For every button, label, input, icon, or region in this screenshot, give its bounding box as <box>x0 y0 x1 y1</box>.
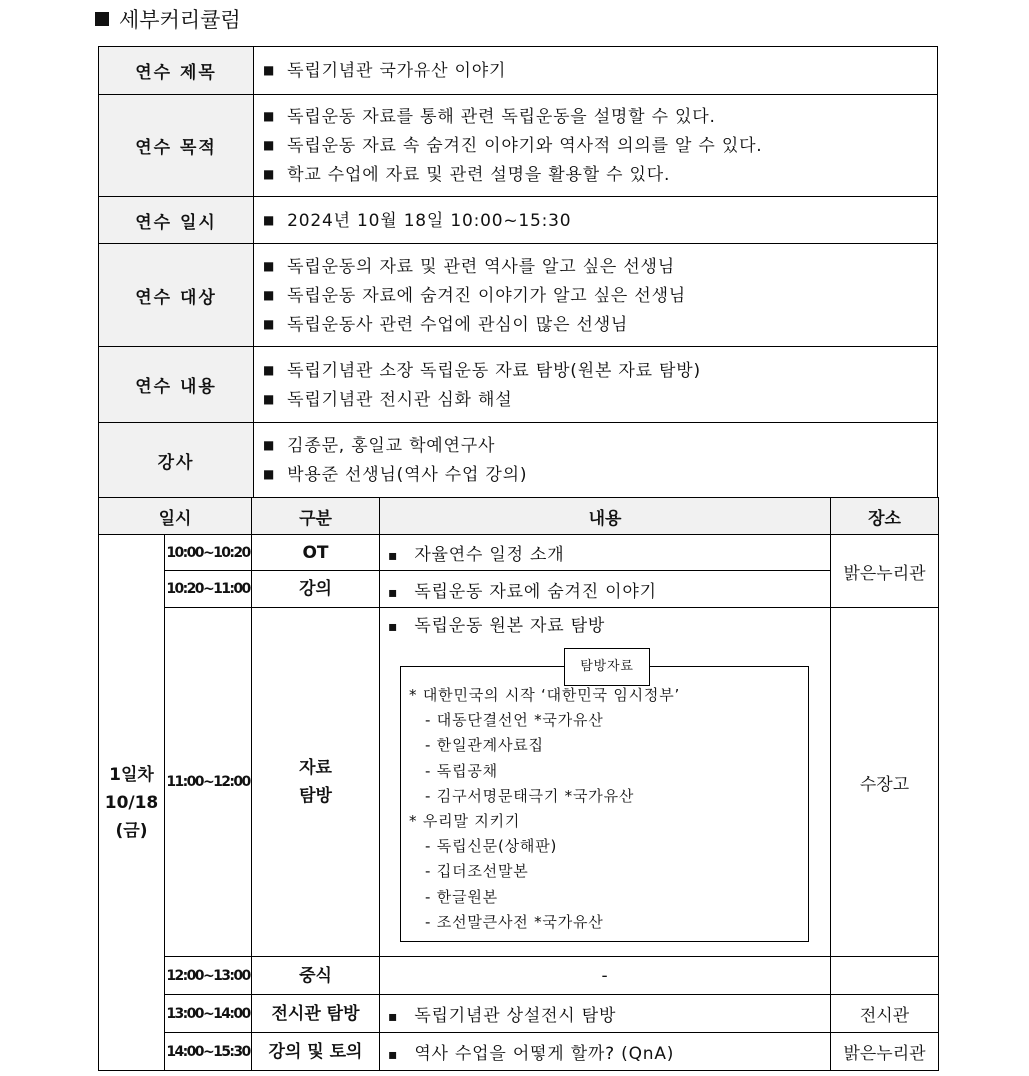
time-cell: 11:00~12:00 <box>165 608 252 957</box>
row-value-content <box>254 347 938 423</box>
schedule-table <box>98 497 939 1071</box>
table-row <box>99 95 938 197</box>
section-title: 세부커리큘럼 <box>119 8 241 32</box>
category-cell: 강의 및 토의 <box>252 1033 380 1071</box>
place-cell: 수장고 <box>831 608 939 957</box>
table-row <box>99 423 938 498</box>
table-row <box>99 957 939 995</box>
content-cell <box>380 535 831 571</box>
materials-item: - 독립공채 <box>425 761 498 780</box>
table-row <box>99 608 939 957</box>
row-label-title: 연수 제목 <box>99 47 254 95</box>
day-cell <box>99 535 165 1071</box>
table-row <box>99 535 939 571</box>
materials-item: - 깁더조선말본 <box>425 862 529 881</box>
row-value-instructor <box>254 423 938 498</box>
row-value-datetime <box>254 197 938 244</box>
list-item: ■ 독립운동사 관련 수업에 관심이 많은 선생님 <box>263 310 937 339</box>
table-row <box>99 244 938 347</box>
content-cell <box>380 995 831 1033</box>
table-row <box>99 571 939 608</box>
list-item: ■ 독립기념관 소장 독립운동 자료 탐방(원본 자료 탐방) <box>263 356 937 385</box>
category-cell: 전시관 탐방 <box>252 995 380 1033</box>
content-text: ▪ 독립기념관 상설전시 탐방 <box>388 1006 616 1026</box>
row-value-purpose <box>254 95 938 197</box>
materials-heading: * 대한민국의 시작 ‘대한민국 임시정부’ <box>409 686 681 704</box>
time-cell: 12:00~13:00 <box>165 957 252 995</box>
materials-item: - 한글원본 <box>425 887 498 906</box>
category-cell: 중식 <box>252 957 380 995</box>
materials-tag: 탐방자료 <box>564 648 650 686</box>
schedule-header-row <box>99 498 939 535</box>
row-label-instructor: 강사 <box>99 423 254 498</box>
row-label-datetime: 연수 일시 <box>99 197 254 244</box>
list-item: ■ 독립운동 자료에 숨겨진 이야기가 알고 싶은 선생님 <box>263 281 937 310</box>
category-line: 탐방 <box>299 786 332 807</box>
list-item: ■ 독립기념관 전시관 심화 해설 <box>263 385 937 414</box>
header-category: 구분 <box>252 498 380 535</box>
list-item: ■ 독립운동 자료를 통해 관련 독립운동을 설명할 수 있다. <box>263 102 937 131</box>
materials-item: - 독립신문(상해판) <box>425 837 558 856</box>
table-row <box>99 47 938 95</box>
materials-box <box>400 659 809 942</box>
materials-item: - 조선말큰사전 *국가유산 <box>425 912 604 931</box>
table-row <box>99 197 938 244</box>
time-cell: 10:20~11:00 <box>165 571 252 608</box>
header-content: 내용 <box>380 498 831 535</box>
content-text: ▪ 독립운동 원본 자료 탐방 <box>388 612 830 641</box>
content-text: ▪ 독립운동 자료에 숨겨진 이야기 <box>388 582 657 602</box>
row-label-content: 연수 내용 <box>99 347 254 423</box>
table-row <box>99 1033 939 1071</box>
header-date: 일시 <box>99 498 252 535</box>
place-cell: 전시관 <box>831 995 939 1033</box>
square-bullet-icon <box>95 12 109 26</box>
content-cell <box>380 1033 831 1071</box>
category-cell <box>252 608 380 957</box>
list-item: ■ 김종문, 홍일교 학예연구사 <box>263 431 937 460</box>
place-cell: 밝은누리관 <box>831 535 939 608</box>
category-cell: 강의 <box>252 571 380 608</box>
list-item: ■ 2024년 10월 18일 10:00~15:30 <box>263 206 937 235</box>
section-heading <box>95 4 241 34</box>
content-cell <box>380 571 831 608</box>
list-item: ■ 박용준 선생님(역사 수업 강의) <box>263 460 937 489</box>
day-number: 1일차 <box>109 764 154 785</box>
content-text: ▪ 자율연수 일정 소개 <box>388 545 564 565</box>
row-label-purpose: 연수 목적 <box>99 95 254 197</box>
materials-item: - 대동단결선언 *국가유산 <box>425 711 604 730</box>
row-value-title <box>254 47 938 95</box>
place-cell <box>831 957 939 995</box>
row-value-audience <box>254 244 938 347</box>
time-cell: 13:00~14:00 <box>165 995 252 1033</box>
content-cell: - <box>380 957 831 995</box>
materials-heading: * 우리말 지키기 <box>409 812 521 831</box>
list-item: ■ 독립운동의 자료 및 관련 역사를 알고 싶은 선생님 <box>263 252 937 281</box>
table-row <box>99 995 939 1033</box>
materials-item: - 한일관계사료집 <box>425 736 544 755</box>
day-weekday: (금) <box>115 820 148 841</box>
row-label-audience: 연수 대상 <box>99 244 254 347</box>
category-cell: OT <box>252 535 380 571</box>
list-item: ■ 독립운동 자료 속 숨겨진 이야기와 역사적 의의를 알 수 있다. <box>263 131 937 160</box>
list-item: ■ 학교 수업에 자료 및 관련 설명을 활용할 수 있다. <box>263 160 937 189</box>
content-text: ▪ 역사 수업을 어떻게 할까? (QnA) <box>388 1044 674 1064</box>
materials-item: - 김구서명문태극기 *국가유산 <box>425 786 635 805</box>
day-date: 10/18 <box>104 792 159 813</box>
place-cell: 밝은누리관 <box>831 1033 939 1071</box>
time-cell: 10:00~10:20 <box>165 535 252 571</box>
content-cell <box>380 608 831 957</box>
table-row <box>99 347 938 423</box>
list-item: ■ 독립기념관 국가유산 이야기 <box>263 56 937 85</box>
header-place: 장소 <box>831 498 939 535</box>
time-cell: 14:00~15:30 <box>165 1033 252 1071</box>
overview-table <box>98 46 938 498</box>
category-line: 자료 <box>299 758 332 779</box>
